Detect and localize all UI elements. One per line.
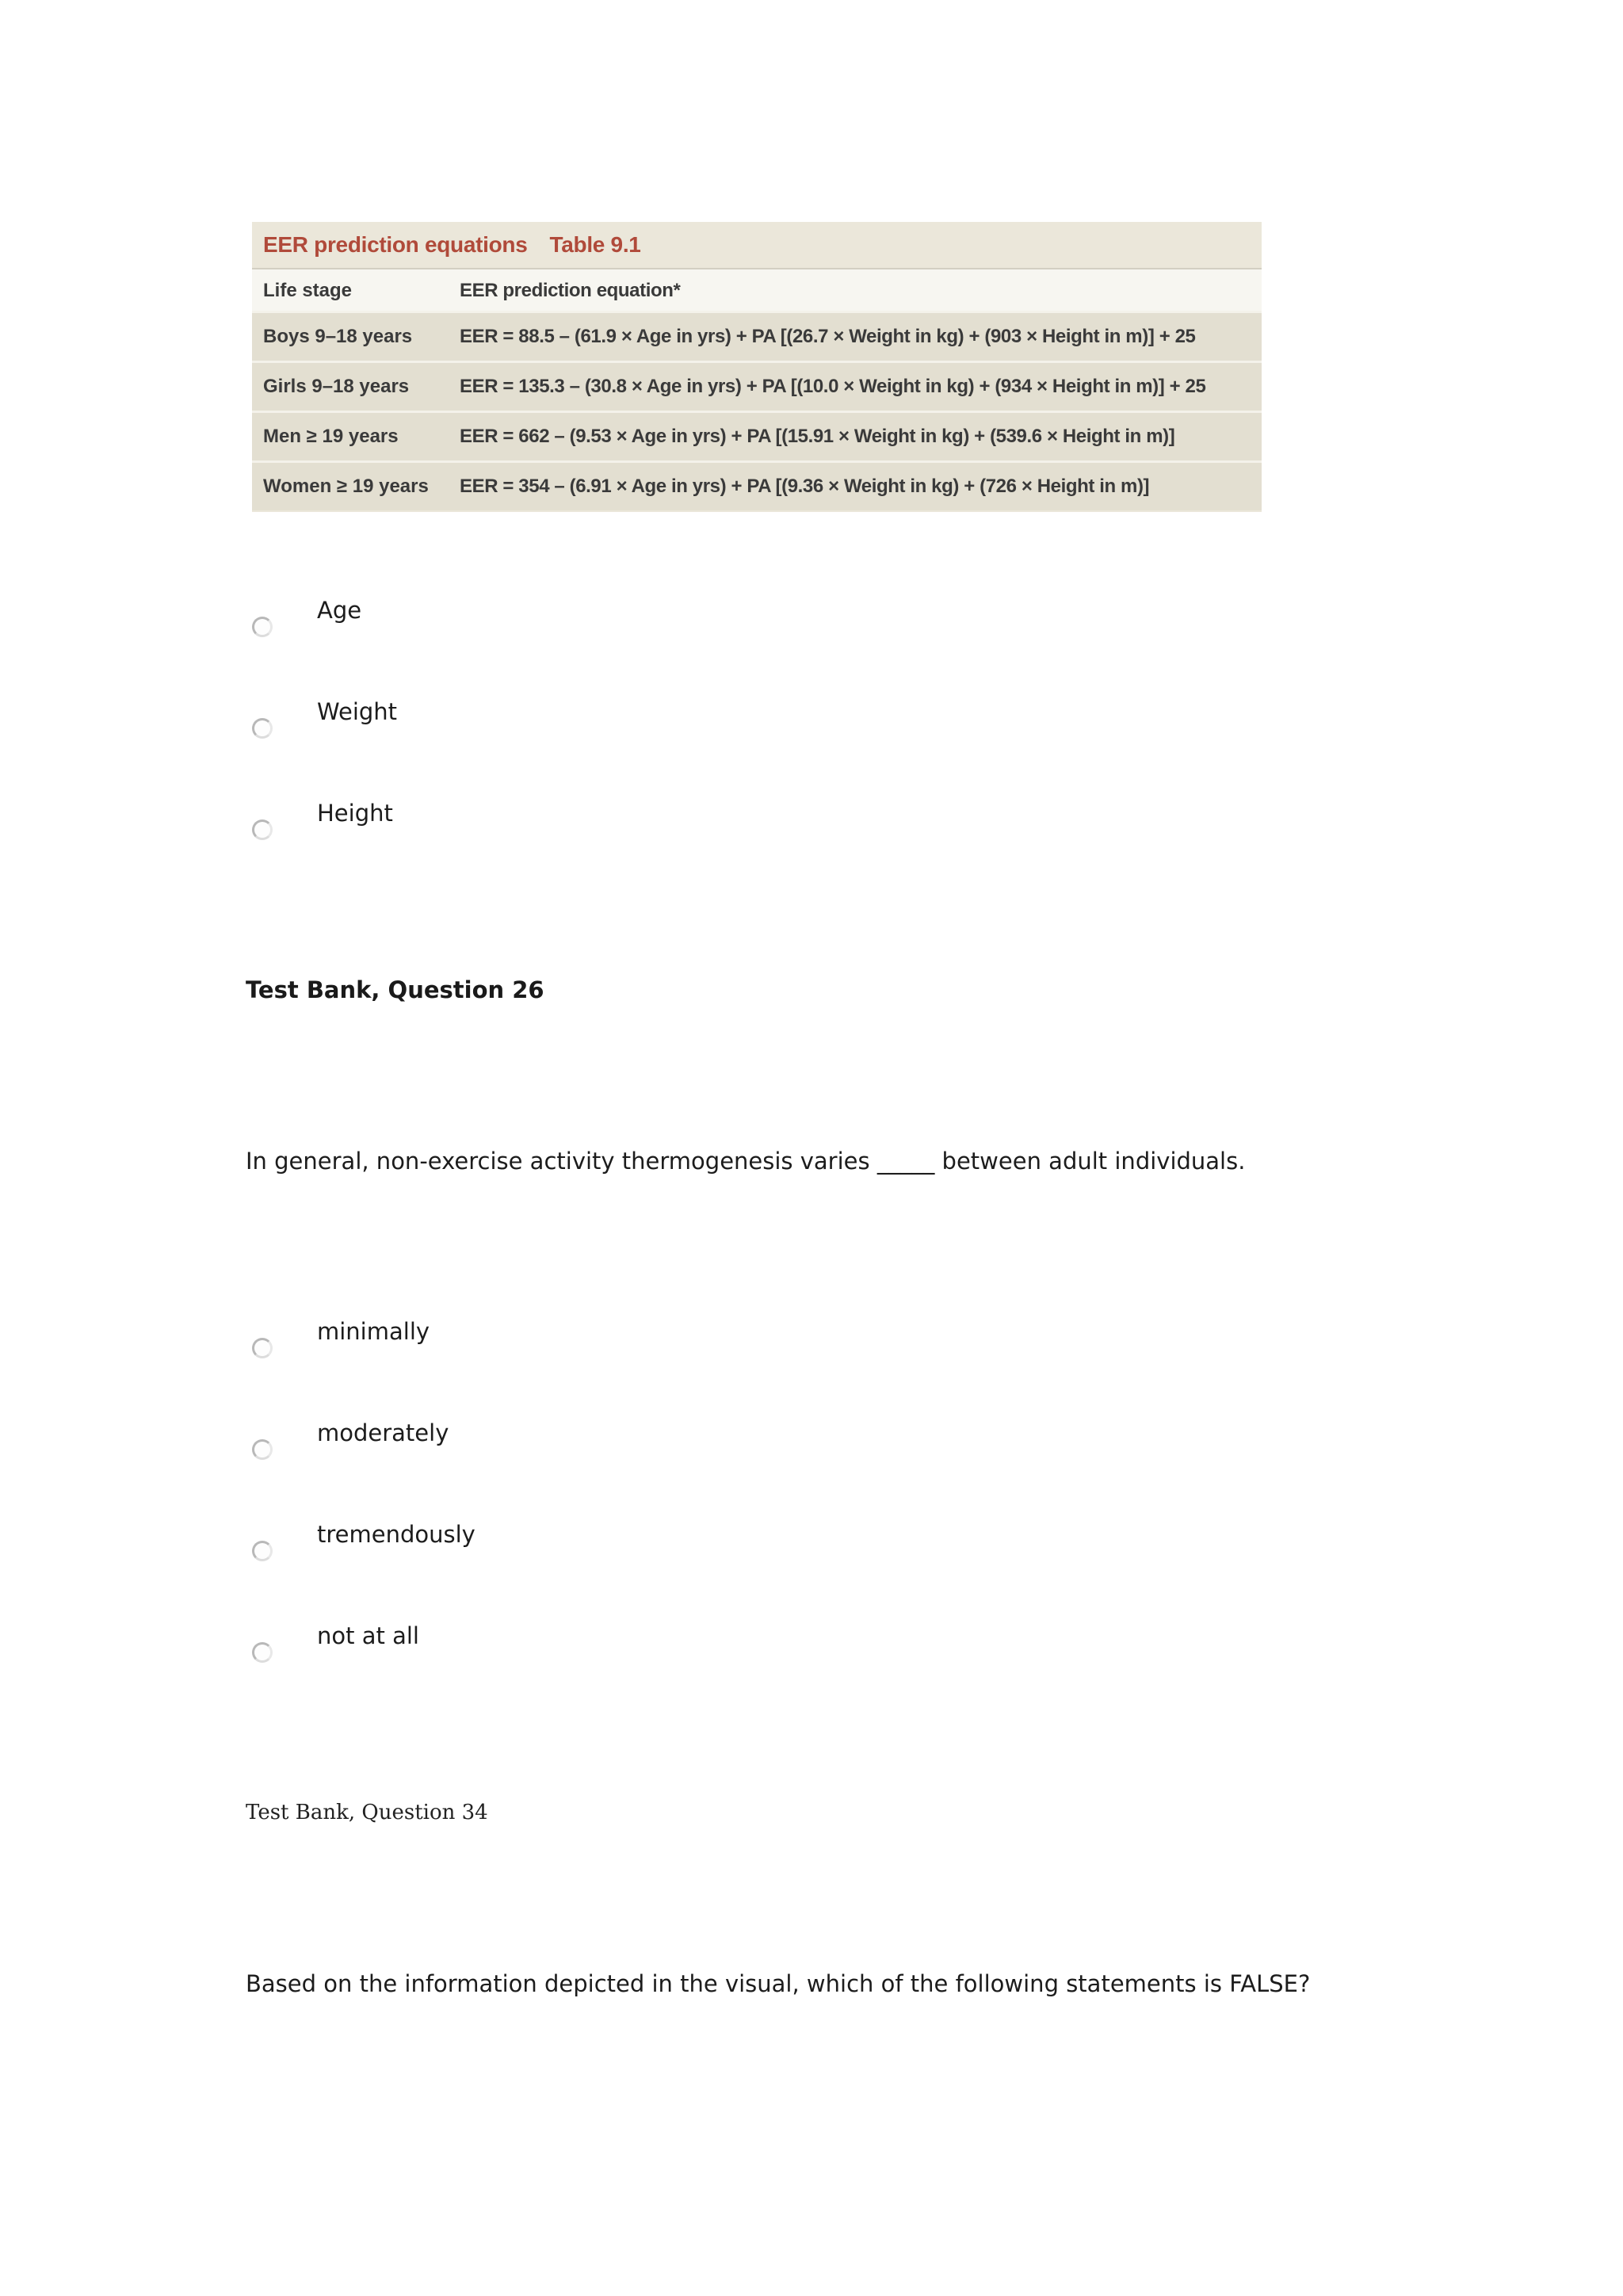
option-tremendously[interactable] [252,1520,965,1568]
option-not-at-all[interactable] [252,1622,965,1669]
equation-cell: EER = 354 – (6.91 × Age in yrs) + PA [(9.36 × Weight in kg) + (726 × Height in m)] [460,476,1150,497]
question-34-title: Test Bank, Question 34 [246,1801,488,1824]
option-label: Weight [317,698,398,725]
table-row [252,411,1262,460]
option-age[interactable] [252,596,965,644]
option-label: Age [317,597,362,624]
table-title-text: EER prediction equations [263,232,528,257]
table-row [252,460,1262,510]
question-26-title: Test Bank, Question 26 [246,976,544,1003]
equation-cell: EER = 88.5 – (61.9 × Age in yrs) + PA [(26.7 × Weight in kg) + (903 × Height in m)] + 25 [460,326,1196,347]
option-label: moderately [317,1419,449,1446]
header-equation: EER prediction equation* [460,280,681,301]
table-row [252,311,1262,361]
option-label: minimally [317,1318,430,1345]
table-number: Table 9.1 [549,232,641,257]
life-stage-cell: Men ≥ 19 years [263,426,399,447]
radio-button[interactable] [252,819,273,840]
option-minimally[interactable] [252,1317,965,1365]
table-title [263,222,641,268]
equation-cell: EER = 662 – (9.53 × Age in yrs) + PA [(15.91 × Weight in kg) + (539.6 × Height in m)] [460,426,1175,447]
life-stage-cell: Boys 9–18 years [263,326,413,347]
radio-button[interactable] [252,617,273,637]
radio-button[interactable] [252,1541,273,1561]
question-34-text: Based on the information depicted in the visual, which of the following statements is FALSE? [246,1970,1311,1997]
radio-button[interactable] [252,718,273,739]
option-label: tremendously [317,1521,475,1548]
option-label: Height [317,800,393,827]
option-height[interactable] [252,799,965,846]
option-moderately[interactable] [252,1419,965,1466]
radio-button[interactable] [252,1642,273,1663]
header-life-stage: Life stage [263,280,353,301]
life-stage-cell: Girls 9–18 years [263,376,410,397]
option-weight[interactable] [252,697,965,745]
table-header-row [252,268,1262,312]
table-row [252,361,1262,411]
radio-button[interactable] [252,1439,273,1460]
option-label: not at all [317,1622,419,1649]
equation-cell: EER = 135.3 – (30.8 × Age in yrs) + PA [(10.0 × Weight in kg) + (934 × Height in m)] + 25 [460,376,1206,397]
question-26-text: In general, non-exercise activity thermogenesis varies _____ between adult individuals. [246,1148,1246,1175]
life-stage-cell: Women ≥ 19 years [263,476,429,497]
radio-button[interactable] [252,1338,273,1358]
eer-table-image [252,222,1262,512]
